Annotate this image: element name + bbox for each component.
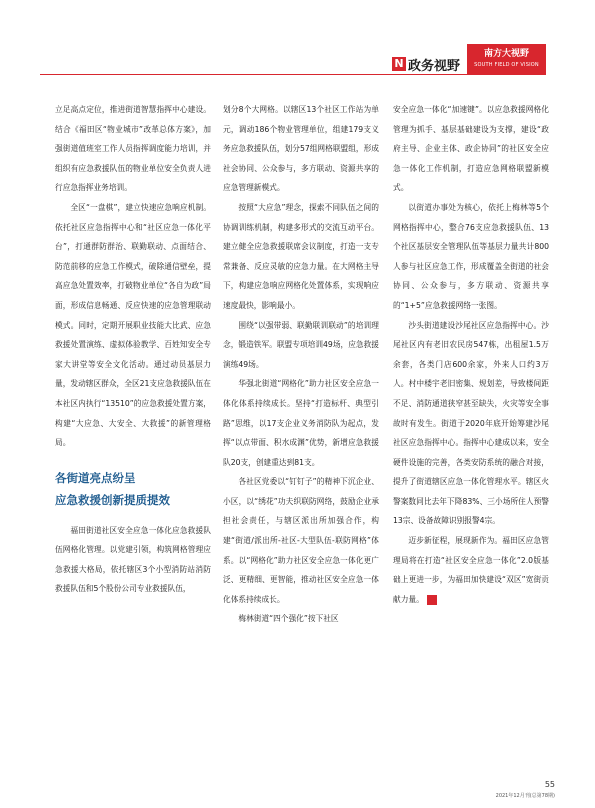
brand-name-en: SOUTH FIELD OF VISION — [474, 62, 539, 68]
header-divider — [40, 74, 546, 75]
paragraph: 各社区党委以“钉钉子”的精神下沉企业、小区，以“绣花”功夫织联防网络，鼓励企业承担社会责任，与辖区派出所加强合作，构建“街道/派出所-社区-大型队伍-联防网格”体系。以“网格化”助力社区安全应急一体化更广泛、更精细、更智能，推动社区安全应急一体化体系持续成长。 — [223, 477, 379, 604]
paragraph: 划分8个大网格。以辖区13个社区工作站为单元，调动186个物业管理单位，组建179支义务应急救援队伍，划分57组网格联盟组，形成社会协同、公众参与，多方联动、资源共享的应急管理新模式。 — [223, 105, 379, 193]
brand-name-cn: 南方大视野 — [483, 49, 529, 59]
paragraph: 立足高点定位，推进街道智慧指挥中心建设。结合《福田区“物业城市”改革总体方案》，加强街道值班室工作人员指挥调度能力培训，并组织有应急救援队伍的物业单位安全负责人进行应急指挥业务培训。 — [55, 105, 211, 193]
article-column-3 — [393, 100, 549, 609]
paragraph: 以街道办事处为核心，依托上梅林等5个网格指挥中心，整合76支应急救援队伍、13个社区基层安全管理队伍等基层力量共计800人参与社区应急工作，形成覆盖全街道的社会协同、公众参与，多方联动、资源共享的“1+5”应急救援网络一张图。 — [393, 202, 549, 310]
end-mark-icon: N — [427, 595, 437, 605]
article-column-2 — [223, 100, 379, 629]
paragraph: 安全应急一体化“加速键”。以应急救援网格化管理为抓手、基层基础建设为支撑，建设“政府主导、企业主体、政企协同”的社区安全应急一体化工作机制，打造应急网格联盟新模式。 — [393, 105, 549, 193]
page-number: 55 — [544, 780, 555, 789]
magazine-logo-icon: N — [392, 57, 406, 71]
brand-badge — [467, 44, 546, 74]
paragraph: 华强北街道“网格化”助力社区安全应急一体化体系持续成长。坚持“打造标杆、典型引路”思维，以17支企业义务消防队为起点，发挥“以点带面、积水成渊”优势，新增应急救援队20支，创建重达到81支。 — [223, 379, 379, 467]
issue-label: 2021年12月刊(总第78期) — [495, 793, 555, 799]
paragraph: 梅林街道“四个强化”按下社区 — [238, 614, 339, 624]
section-title: 政务视野 — [408, 59, 461, 74]
paragraph — [393, 531, 549, 609]
paragraph: 按照“大应急”理念，探索不同队伍之间的协调训练机制，构建多形式的交流互动平台。建立健全应急救援联席会议制度，打造一支专常兼备、反应灵敏的应急力量。在大网格主导下，构建应急响应网格化处置体系，实现响应速度最快，影响最小。 — [223, 202, 379, 310]
subheading-line-2: 应急救援创新提质提效 — [55, 492, 170, 507]
paragraph: 福田街道社区安全应急一体化应急救援队伍网格化管理。以党建引领，构筑网格管理应急救援大格局，依托辖区3个小型消防站消防救援队伍和5个股份公司专业救援队伍， — [55, 525, 211, 594]
paragraph: 全区“一盘棋”，建立快速应急响应机制。依托社区应急指挥中心和“社区应急一体化平台”，打通群防群治、联勤联动、点面结合、防范前移的应急工作模式，破除通信壁垒，提高应急处置效率，打破物业单位“各自为政”局面，形成信息畅通、反应快速的应急管理联动模式。同时，定期开展职业技能大比武、应急救援处置演练、虚拟体验教学、百姓知安全专家大讲堂等安全文化活动。通过动员基层力量，发动辖区群众，全区21支应急救援队伍在本社区内执行“13510”的应急救援处置方案，构建“大应急、大安全、大救援”的新管理格局。 — [55, 202, 211, 448]
paragraph: 围绕“以强带弱、联勤联训联动”的培训理念，锻造铁军。联盟专项培训49场，应急救援演练49场。 — [223, 320, 379, 369]
article-column-1 — [55, 100, 211, 599]
paragraph-text: 迈步新征程，展现新作为。福田区应急管理局将在打造“社区安全应急一体化”2.0版基础上更进一步，为福田加快建设“双区”宽街贡献力量。 — [393, 536, 549, 604]
paragraph: 沙头街道建设沙尾社区应急指挥中心。沙尾社区内有老旧农民房547栋，出租屋1.5万余套，各类门店600余家，外来人口约3万人。村中楼宇老旧密集、规划差，导致楼间距不足、消防通道狭窄甚至缺失，火灾等安全事故时有发生。街道于2020年底开始筹建沙尾社区应急指挥中心。指挥中心建成以来，安全硬件设施的完善，各类安防系统的融合对接，提升了街道辖区应急一体化管理水平。辖区火警案数同比去年下降83%、三小场所住人预警13宗、设备故障识别报警4宗。 — [393, 320, 549, 526]
section-subheading — [55, 467, 211, 511]
subheading-line-1: 各街道亮点纷呈 — [55, 470, 136, 485]
